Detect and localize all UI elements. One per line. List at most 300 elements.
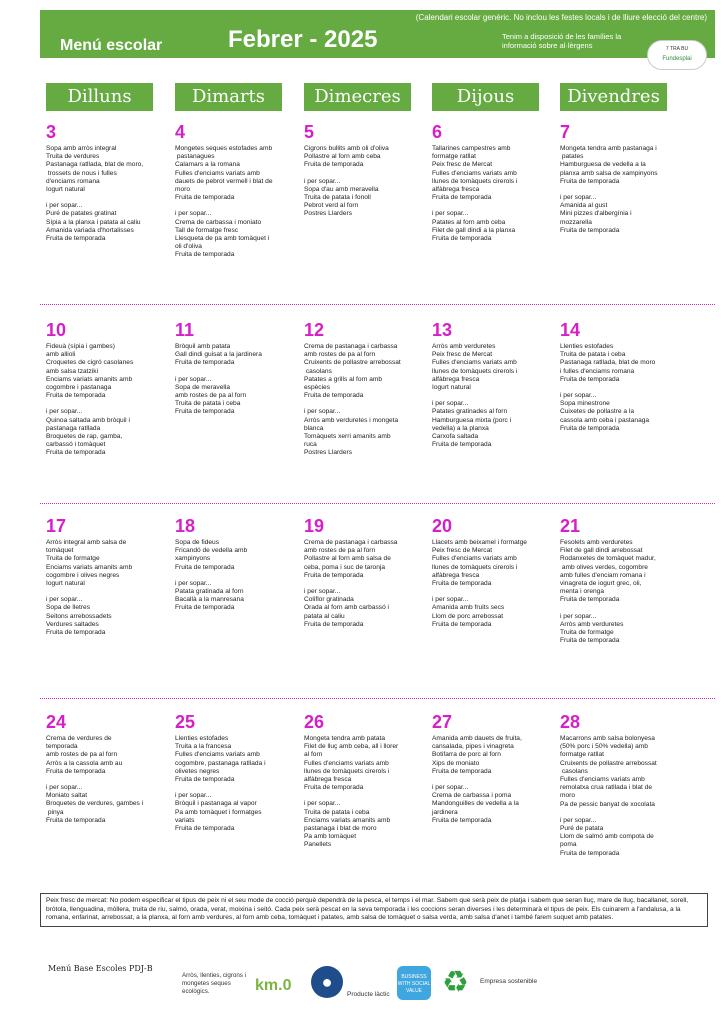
menu-item: llunes de tomàquets cirerols i bbox=[304, 767, 390, 775]
day-cell bbox=[560, 712, 680, 858]
day-number: 19 bbox=[304, 516, 325, 536]
day-cell bbox=[432, 122, 552, 243]
menu-item: Filet de gall dindi arrebossat bbox=[560, 547, 643, 555]
menu-item: Fruita de temporada bbox=[46, 392, 106, 400]
menu-item: Fruita de temporada bbox=[175, 825, 235, 833]
day-number: 25 bbox=[175, 712, 196, 732]
menu-item: Sopa de fideus bbox=[175, 539, 219, 546]
menu-item: temporada bbox=[46, 743, 78, 751]
menu-item: pastanagues bbox=[175, 153, 215, 161]
menu-item: pastanaga ratllada bbox=[46, 424, 101, 432]
menu-item: Truita a la francesa bbox=[175, 743, 232, 751]
day-cell bbox=[560, 516, 680, 645]
menu-item: Cruixents de pollastre arrebossat bbox=[304, 359, 401, 367]
menu-item: Mongeta tendra amb pastanaga i bbox=[560, 145, 657, 152]
menu-item: Cigrons bullits amb oli d'oliva bbox=[304, 145, 389, 152]
menu-item: Orada al forn amb carbassó i bbox=[304, 604, 390, 612]
menu-item: alfàbrega fresca bbox=[432, 571, 480, 579]
day-cell bbox=[304, 122, 424, 219]
day-number: 6 bbox=[432, 122, 443, 142]
day-cell bbox=[304, 320, 424, 458]
logo-sub: 7 TRA BU bbox=[665, 46, 689, 52]
menu-item: Peix fresc de Mercat bbox=[432, 161, 493, 169]
menu-item: Pastanaga ratllada, blat de moro, bbox=[46, 161, 144, 169]
weekday-thursday: Dijous bbox=[432, 83, 539, 111]
menu-item: Fruita de temporada bbox=[304, 620, 364, 628]
week-separator bbox=[40, 698, 715, 699]
menu-item: Llesqueta de pa amb tomàquet i bbox=[175, 235, 270, 243]
week-separator bbox=[40, 503, 715, 504]
menu-item: alfàbrega fresca bbox=[432, 375, 480, 383]
menu-item: Fulles d'enciams variats amb bbox=[175, 169, 260, 177]
week-separator bbox=[40, 304, 715, 305]
menu-item: Llacets amb beixamel i formatge bbox=[432, 539, 527, 546]
menu-item: Fulles d'enciams variats amb bbox=[560, 776, 645, 784]
menu-item: Fruita de temporada bbox=[432, 620, 492, 628]
menu-item: Fruita de temporada bbox=[432, 580, 492, 588]
menu-item: Enciams variats amanits amb bbox=[46, 375, 133, 383]
menu-item: patata al caliu bbox=[304, 612, 345, 620]
header-banner bbox=[40, 10, 715, 62]
menu-item bbox=[432, 776, 552, 784]
menu-item: ruca bbox=[304, 441, 317, 449]
day-number: 17 bbox=[46, 516, 67, 536]
day-number: 11 bbox=[175, 320, 195, 340]
day-cell bbox=[175, 712, 295, 833]
menu-item: Fulles d'enciams variats amb bbox=[304, 759, 389, 767]
menu-item: Fricandó de vedella amb bbox=[175, 547, 248, 555]
menu-item: remolatxa crua ratllada i blat de bbox=[560, 784, 652, 792]
menu-item: Pollastre al forn amb salsa de bbox=[304, 555, 391, 563]
menu-item: Mongeta tendra amb patata bbox=[304, 735, 386, 742]
menu-item: Quinoa saltada amb bròquil i bbox=[46, 416, 130, 424]
menu-item: Bacallà a la manresana bbox=[175, 596, 244, 604]
dinner-heading: i per sopar... bbox=[175, 579, 212, 587]
menu-item bbox=[304, 400, 424, 408]
menu-item: espècies bbox=[304, 384, 331, 392]
day-cell bbox=[175, 320, 295, 417]
menu-item bbox=[432, 392, 552, 400]
menu-item: Pa amb tomàquet bbox=[304, 833, 357, 841]
menu-item: Sopa de meravella bbox=[175, 383, 230, 391]
menu-item: carbassó i tomàquet bbox=[46, 441, 106, 449]
day-number: 10 bbox=[46, 320, 67, 340]
menu-item: Fruita de temporada bbox=[304, 161, 364, 169]
day-cell bbox=[432, 516, 552, 629]
dinner-heading: i per sopar... bbox=[304, 408, 341, 416]
menu-item: amb rostes de pa al forn bbox=[46, 751, 118, 759]
menu-item: Fruita de temporada bbox=[46, 235, 106, 243]
menu-item: alfàbrega fresca bbox=[304, 776, 352, 784]
dairy-label: Producte làctic bbox=[347, 991, 390, 998]
menu-item: menta i orenga bbox=[560, 588, 604, 596]
menu-item: Patates gratinades al forn bbox=[432, 408, 508, 416]
month-title: Febrer - 2025 bbox=[228, 26, 378, 53]
menu-item: Patata gratinada al forn bbox=[175, 588, 244, 596]
sustainable-label: Empresa sostenible bbox=[480, 978, 538, 985]
menu-item: Mini pizzes d'albergínia i bbox=[560, 210, 632, 218]
menu-item: variats bbox=[175, 816, 195, 824]
menu-item: Iogurt natural bbox=[432, 384, 471, 392]
menu-item: Truita de formatge bbox=[560, 629, 614, 637]
menu-item: Fruita de temporada bbox=[432, 767, 492, 775]
day-number: 20 bbox=[432, 516, 453, 536]
dinner-heading: i per sopar... bbox=[560, 816, 597, 824]
menu-item: planxa amb salsa de xampinyons bbox=[560, 169, 658, 177]
menu-item: Fruita de temporada bbox=[560, 596, 620, 604]
menu-item: Crema de pastanaga i carbassa bbox=[304, 343, 398, 350]
day-number: 3 bbox=[46, 122, 57, 142]
dinner-heading: i per sopar... bbox=[175, 792, 212, 800]
day-number: 7 bbox=[560, 122, 571, 142]
menu-item: Arròs amb verduretes bbox=[560, 620, 624, 628]
menu-item: Amanida al gust bbox=[560, 202, 608, 210]
menu-item: Fulles d'enciams variats amb bbox=[432, 359, 517, 367]
menu-item: Bròquil amb patata bbox=[175, 343, 231, 350]
menu-item: amb allioli bbox=[46, 351, 76, 359]
day-cell bbox=[560, 320, 680, 433]
menu-item: Broquetes de verdures, gambes i bbox=[46, 800, 144, 808]
menu-item bbox=[46, 588, 166, 596]
menu-item: Fruita de temporada bbox=[175, 563, 235, 571]
dinner-heading: i per sopar... bbox=[560, 392, 597, 400]
dinner-heading: i per sopar... bbox=[46, 784, 83, 792]
menu-item: vedella) a la planxa bbox=[432, 424, 489, 432]
menu-item: Fruita de temporada bbox=[432, 816, 492, 824]
day-number: 21 bbox=[560, 516, 581, 536]
menu-item: Pebrot verd al forn bbox=[304, 202, 359, 210]
menu-item: Botifarra de porc al forn bbox=[432, 751, 501, 759]
logo-text: Fundesplai bbox=[662, 56, 692, 62]
menu-item: Fruita de temporada bbox=[560, 637, 620, 645]
day-number: 24 bbox=[46, 712, 67, 732]
menu-item: amb rostes de pa al forn bbox=[175, 392, 247, 400]
menu-item bbox=[175, 368, 295, 376]
menu-item: cansalada, pipes i vinagreta bbox=[432, 743, 514, 751]
menu-item: dauets de pebrot vermell i blat de bbox=[175, 177, 273, 185]
menu-item: Fruita de temporada bbox=[560, 226, 620, 234]
menu-item bbox=[304, 792, 424, 800]
menu-item: i fulles d'enciams romana bbox=[560, 367, 635, 375]
dinner-heading: i per sopar... bbox=[175, 375, 212, 383]
menu-item: Fruita de temporada bbox=[175, 359, 235, 367]
menu-item: Pa de pessic banyat de xocolata bbox=[560, 800, 655, 808]
menu-item: formatge ratllat bbox=[432, 153, 476, 161]
day-cell bbox=[175, 122, 295, 260]
day-cell bbox=[175, 516, 295, 613]
menu-item: Bròquil i pastanaga al vapor bbox=[175, 800, 257, 808]
menu-item: Crema de verdures de bbox=[46, 735, 112, 742]
menu-item: oli d'oliva bbox=[175, 243, 202, 251]
menu-item: pastanaga i blat de moro bbox=[304, 825, 377, 833]
menu-item: Peix fresc de Mercat bbox=[432, 351, 493, 359]
weekday-monday: Dilluns bbox=[46, 83, 153, 111]
menu-item: Fruita de temporada bbox=[175, 604, 235, 612]
menu-item: llunes de tomàquets cirerols i bbox=[432, 563, 518, 571]
menu-item: Macarrons amb salsa bolonyesa bbox=[560, 735, 655, 742]
menu-item: Arròs amb verduretes bbox=[432, 343, 496, 350]
menu-item: Broquetes de rap, gamba, bbox=[46, 433, 123, 441]
menu-item: Hamburguesa de vedella a la bbox=[560, 161, 646, 169]
dinner-heading: i per sopar... bbox=[432, 210, 469, 218]
menu-item: Fulles d'enciams variats amb bbox=[432, 169, 517, 177]
day-number: 12 bbox=[304, 320, 325, 340]
menu-item: cogombre i olives negres bbox=[46, 571, 120, 579]
dinner-heading: i per sopar... bbox=[432, 784, 469, 792]
menu-item: Mandonguilles de vedella a la bbox=[432, 800, 519, 808]
menu-item: Iogurt natural bbox=[46, 580, 85, 588]
menu-item: Hamburguesa mixta (porc i bbox=[432, 416, 512, 424]
menu-item: cassola amb ceba i pastanaga bbox=[560, 416, 650, 424]
day-number: 28 bbox=[560, 712, 581, 732]
menu-item: olivetes negres bbox=[175, 767, 220, 775]
menu-item bbox=[432, 588, 552, 596]
menu-item: Truita de patata i ceba bbox=[304, 808, 370, 816]
dinner-heading: i per sopar... bbox=[304, 800, 341, 808]
menu-item: vinagreta de iogurt grec, oli, bbox=[560, 580, 642, 588]
menu-item: Arròs amb verduretes i mongeta bbox=[304, 416, 399, 424]
day-number: 5 bbox=[304, 122, 315, 142]
menu-base-label: Menú Base Escoles PDJ-B bbox=[48, 964, 153, 973]
menu-item: xampinyons bbox=[175, 555, 211, 563]
menu-item bbox=[175, 784, 295, 792]
menu-item: Postres Llarders bbox=[304, 449, 353, 457]
menu-item: Fruita de temporada bbox=[175, 408, 235, 416]
menu-item: Fulles d'enciams variats amb bbox=[432, 555, 517, 563]
menu-item: d'enciams romana bbox=[46, 177, 100, 185]
menu-item: Sopa d'au amb meravella bbox=[304, 185, 379, 193]
menu-item: Llom de porc arrebossat bbox=[432, 612, 504, 620]
menu-item bbox=[175, 572, 295, 580]
day-number: 27 bbox=[432, 712, 453, 732]
menu-item bbox=[432, 202, 552, 210]
menu-item: Truita de patata i ceba bbox=[175, 400, 241, 408]
fish-footnote: Peix fresc de mercat: No podem especificar el tipus de peix ni el seu mode de cocció perquè dependrà de la pesca, el temps i el mar. Sabem que serà peix de platja i sabem que seran lluç, mare de lluç, bacallanet, sorell, bròtola, llenguadina, mòllera, truita de riu, salmó, orada, verat, moixina i seitó. Cada peix serà pescat en la seva temporada i les coccions seran diverses i les determinarà el tipus de peix. Els cuinarem a l'andalusa, a la romana, enfarinat, arrebossat, a la planxa, al forn amb verdures, al forn amb ceba, tomàquet i patates, amb salsa de tomàquet o salsa verda, amb salsa d'anet i també farem suquet amb patates. bbox=[40, 893, 708, 927]
business-social-value-icon: BUSINESS WITH SOCIAL VALUE bbox=[397, 966, 431, 1000]
menu-item: Calamars a la romana bbox=[175, 161, 240, 169]
menu-item bbox=[46, 776, 166, 784]
day-cell bbox=[46, 320, 166, 458]
menu-item: (50% porc i 50% vedella) amb bbox=[560, 743, 648, 751]
menu-item: Fruita de temporada bbox=[304, 571, 364, 579]
menu-item: Puré de patates gratinat bbox=[46, 210, 117, 218]
menu-item: Crema de pastanaga i carbassa bbox=[304, 539, 398, 546]
dinner-heading: i per sopar... bbox=[46, 202, 83, 210]
menu-item: Fideuà (sípia i gambes) bbox=[46, 343, 115, 350]
menu-item: Crema de carbassa i poma bbox=[432, 792, 512, 800]
menu-item: Sípia a la planxa i patata al caliu bbox=[46, 218, 141, 226]
menu-item: Sopa de lletres bbox=[46, 604, 90, 612]
menu-item: amb rostes de pa al forn bbox=[304, 547, 376, 555]
menu-item: Pollastre al forn amb ceba bbox=[304, 153, 381, 161]
menu-item: Truita de patata i ceba bbox=[560, 351, 626, 359]
day-cell bbox=[432, 712, 552, 825]
menu-item: jardinera bbox=[432, 808, 458, 816]
menu-item: llunes de tomàquets cirerols i bbox=[432, 367, 518, 375]
dinner-heading: i per sopar... bbox=[560, 194, 597, 202]
dinner-heading: i per sopar... bbox=[432, 400, 469, 408]
dinner-heading: i per sopar... bbox=[46, 596, 83, 604]
menu-item: Moniato saltat bbox=[46, 792, 88, 800]
menu-item: Fruita de temporada bbox=[560, 375, 620, 383]
menu-item: mozzarella bbox=[560, 218, 592, 226]
menu-item: amb rostes de pa al forn bbox=[304, 351, 376, 359]
menu-item: Fruita de temporada bbox=[175, 251, 235, 259]
menu-item: amb olives verdes, cogombre bbox=[560, 563, 648, 571]
menu-item: Fruita de temporada bbox=[304, 784, 364, 792]
menu-item: Panellets bbox=[304, 841, 332, 849]
menu-item bbox=[560, 605, 680, 613]
weekday-wednesday: Dimecres bbox=[304, 83, 411, 111]
menu-item: Fruita de temporada bbox=[560, 177, 620, 185]
menu-item: Sopa minestrone bbox=[560, 400, 610, 408]
menu-item: casolans bbox=[304, 367, 332, 375]
menu-item: Llenties estofades bbox=[175, 735, 229, 742]
weekday-tuesday: Dimarts bbox=[175, 83, 282, 111]
menu-item bbox=[304, 170, 424, 178]
menu-item: Enciams variats amanits amb bbox=[304, 816, 391, 824]
menu-item bbox=[560, 809, 680, 817]
menu-item: Sopa amb arròs integral bbox=[46, 145, 117, 152]
menu-item: trossets de nous i fulles bbox=[46, 169, 117, 177]
menu-item: Fruita de temporada bbox=[432, 441, 492, 449]
menu-item: cogombre i pastanaga bbox=[46, 384, 112, 392]
menu-item: Truita de verdures bbox=[46, 153, 100, 161]
menu-item: cogombre, pastanaga ratllada i bbox=[175, 759, 266, 767]
menu-item: blanca bbox=[304, 424, 324, 432]
day-number: 18 bbox=[175, 516, 196, 536]
menu-item: Fruita de temporada bbox=[46, 767, 106, 775]
menu-item: Croquetes de cigró casolanes bbox=[46, 359, 134, 367]
menu-item: Peix fresc de Mercat bbox=[432, 547, 493, 555]
menu-item: Postres Llarders bbox=[304, 210, 353, 218]
menu-item: Fruita de temporada bbox=[432, 194, 492, 202]
menu-item: Xips de moniato bbox=[432, 759, 480, 767]
dinner-heading: i per sopar... bbox=[46, 408, 83, 416]
day-cell bbox=[560, 122, 680, 235]
day-number: 4 bbox=[175, 122, 186, 142]
dinner-heading: i per sopar... bbox=[432, 596, 469, 604]
day-number: 14 bbox=[560, 320, 581, 340]
menu-item: Amanida variada d'hortalisses bbox=[46, 226, 134, 234]
page-title: Menú escolar bbox=[60, 37, 163, 54]
menu-item: Truita de patata i fonoll bbox=[304, 194, 371, 202]
menu-item: amb salsa tzatziki bbox=[46, 367, 99, 375]
weekday-friday: Divendres bbox=[560, 83, 667, 111]
menu-item: formatge ratllat bbox=[560, 751, 604, 759]
menu-item: Tomàquets xerri amanits amb bbox=[304, 433, 391, 441]
menu-item: moro bbox=[175, 186, 191, 194]
menu-item: Fesolets amb verduretes bbox=[560, 539, 633, 546]
menu-item: ceba, poma i suc de taronja bbox=[304, 563, 386, 571]
menu-item: Fruita de temporada bbox=[175, 776, 235, 784]
menu-item: Llenties estofades bbox=[560, 343, 614, 350]
menu-item bbox=[304, 580, 424, 588]
dinner-heading: i per sopar... bbox=[304, 177, 341, 185]
day-number: 26 bbox=[304, 712, 325, 732]
menu-item: llunes de tomàquets cirerols i bbox=[432, 177, 518, 185]
menu-item: Tallarines campestres amb bbox=[432, 145, 511, 152]
menu-item: Enciams variats amanits amb bbox=[46, 563, 133, 571]
menu-item: Pa amb tomàquet i formatges bbox=[175, 808, 262, 816]
dinner-heading: i per sopar... bbox=[560, 612, 597, 620]
organic-legend: Arròs, llenties, cigrons i mongetes seques ecològics. bbox=[182, 972, 246, 995]
menu-item: Cuixetes de pollastre a la bbox=[560, 408, 635, 416]
menu-item: Fruita de temporada bbox=[175, 194, 235, 202]
menu-item: Crema de carbassa i moniato bbox=[175, 218, 262, 226]
menu-item: Fruita de temporada bbox=[46, 629, 106, 637]
dinner-heading: i per sopar... bbox=[304, 588, 341, 596]
menu-item: Coliflor gratinada bbox=[304, 596, 354, 604]
day-cell bbox=[304, 516, 424, 629]
allergen-info: Tenim a disposició de les famílies la informació sobre al·lèrgens bbox=[502, 32, 622, 50]
dairy-product-icon: ● bbox=[311, 966, 343, 998]
menu-item: patates bbox=[560, 153, 584, 161]
dinner-heading: i per sopar... bbox=[175, 210, 212, 218]
menu-item: Rodanxetes de tomàquet madur, bbox=[560, 555, 656, 563]
menu-item: Pastanaga ratllada, blat de moro bbox=[560, 359, 656, 367]
day-cell bbox=[304, 712, 424, 850]
menu-item: Iogurt natural bbox=[46, 186, 85, 194]
menu-item bbox=[175, 202, 295, 210]
menu-item: al forn bbox=[304, 751, 323, 759]
menu-item: Truita de formatge bbox=[46, 555, 100, 563]
day-cell bbox=[46, 712, 166, 825]
km0-icon: km.0 bbox=[255, 977, 292, 994]
menu-item: Fruita de temporada bbox=[560, 424, 620, 432]
menu-item: amb fulles d'enciam romana i bbox=[560, 571, 646, 579]
menu-item: Mongetes seques estofades amb bbox=[175, 145, 273, 152]
menu-item: Gall dindi guisat a la jardinera bbox=[175, 351, 262, 359]
menu-item: Arròs a la cassola amb au bbox=[46, 759, 123, 767]
menu-item: moro bbox=[560, 792, 576, 800]
menu-item: Patates a grills al forn amb bbox=[304, 375, 383, 383]
menu-item: Carxofa saltada bbox=[432, 433, 479, 441]
menu-item: Filet de gall dindi a la planxa bbox=[432, 226, 516, 234]
menu-item bbox=[46, 194, 166, 202]
menu-item: tomàquet bbox=[46, 547, 74, 555]
menu-item: Fruita de temporada bbox=[304, 392, 364, 400]
day-cell bbox=[432, 320, 552, 449]
menu-item: casolans bbox=[560, 767, 588, 775]
menu-item: Amanida amb fruits secs bbox=[432, 604, 505, 612]
menu-item: alfàbrega fresca bbox=[432, 186, 480, 194]
menu-item: pinya bbox=[46, 808, 64, 816]
day-cell bbox=[46, 122, 166, 243]
menu-item: Fulles d'enciams variats amb bbox=[175, 751, 260, 759]
menu-item: Puré de patata bbox=[560, 825, 604, 833]
menu-item bbox=[46, 400, 166, 408]
day-number: 13 bbox=[432, 320, 453, 340]
menu-item bbox=[560, 384, 680, 392]
menu-item: Patates al forn amb ceba bbox=[432, 218, 506, 226]
menu-item: Arròs integral amb salsa de bbox=[46, 539, 127, 546]
menu-item: Seitons arrebossadets bbox=[46, 612, 112, 620]
menu-item: Llom de salmó amb compota de bbox=[560, 833, 654, 841]
menu-item: Fruita de temporada bbox=[560, 849, 620, 857]
calendar-note: (Calendari escolar genèric. No inclou les festes locals i de lliure elecció del centre) bbox=[415, 13, 707, 22]
menu-item: Filet de lluç amb ceba, all i llorer bbox=[304, 743, 399, 751]
day-cell bbox=[46, 516, 166, 637]
menu-item: Tall de formatge fresc bbox=[175, 226, 239, 234]
menu-item: Cruixents de pollastre arrebossat bbox=[560, 759, 657, 767]
menu-item: Fruita de temporada bbox=[432, 235, 492, 243]
recycle-icon: ♻ bbox=[442, 966, 469, 999]
menu-item: Fruita de temporada bbox=[46, 816, 106, 824]
fundesplai-logo bbox=[647, 40, 707, 70]
menu-item bbox=[560, 186, 680, 194]
menu-item: poma bbox=[560, 841, 577, 849]
